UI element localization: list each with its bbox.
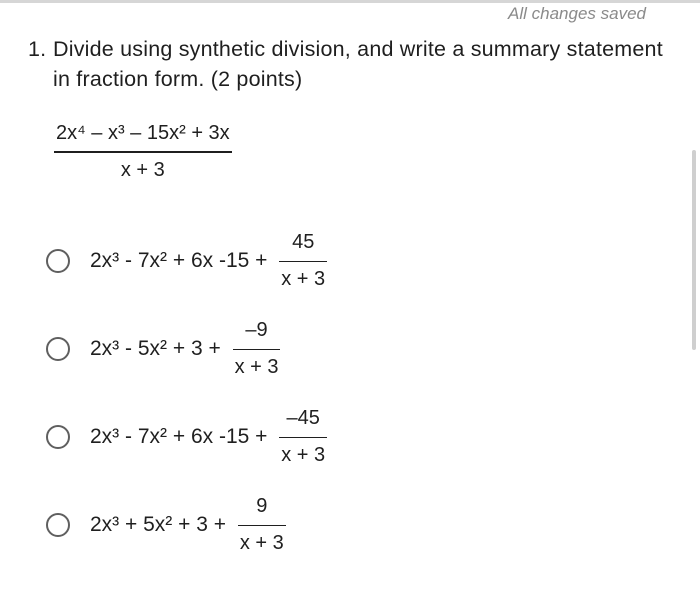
remainder-fraction bbox=[233, 319, 281, 380]
question-text: Divide using synthetic division, and write a summary statement in fraction form. (2 points) bbox=[53, 37, 663, 91]
remainder-numerator: –9 bbox=[245, 318, 268, 341]
question-prompt bbox=[28, 34, 668, 94]
option-expression: 2x³ - 5x² + 3 + bbox=[90, 337, 227, 360]
radio-button[interactable] bbox=[46, 337, 70, 361]
answer-option-2[interactable] bbox=[46, 314, 280, 384]
answer-option-4[interactable] bbox=[46, 490, 286, 560]
remainder-fraction bbox=[279, 231, 327, 292]
fraction-denominator: x + 3 bbox=[120, 158, 165, 181]
scrollbar[interactable] bbox=[692, 150, 696, 350]
save-status: All changes saved bbox=[508, 4, 646, 23]
option-expression: 2x³ - 7x² + 6x -15 + bbox=[90, 425, 274, 448]
remainder-denominator: x + 3 bbox=[281, 444, 326, 467]
remainder-numerator: 45 bbox=[292, 230, 315, 253]
top-divider bbox=[0, 0, 700, 3]
remainder-fraction bbox=[279, 407, 327, 468]
answer-option-3[interactable] bbox=[46, 402, 327, 472]
radio-button[interactable] bbox=[46, 425, 70, 449]
remainder-denominator: x + 3 bbox=[281, 268, 326, 291]
question-number: 1. bbox=[28, 37, 47, 61]
remainder-denominator: x + 3 bbox=[239, 532, 284, 555]
fraction-numerator: 2x⁴ – x³ – 15x² + 3x bbox=[56, 122, 230, 144]
option-expression: 2x³ + 5x² + 3 + bbox=[90, 513, 232, 536]
remainder-numerator: –45 bbox=[286, 406, 320, 429]
remainder-denominator: x + 3 bbox=[234, 356, 279, 379]
answer-option-1[interactable] bbox=[46, 226, 327, 296]
radio-button[interactable] bbox=[46, 249, 70, 273]
option-expression: 2x³ - 7x² + 6x -15 + bbox=[90, 249, 274, 272]
radio-button[interactable] bbox=[46, 513, 70, 537]
remainder-numerator: 9 bbox=[256, 494, 268, 517]
dividend-fraction bbox=[54, 122, 232, 182]
remainder-fraction bbox=[238, 495, 286, 556]
